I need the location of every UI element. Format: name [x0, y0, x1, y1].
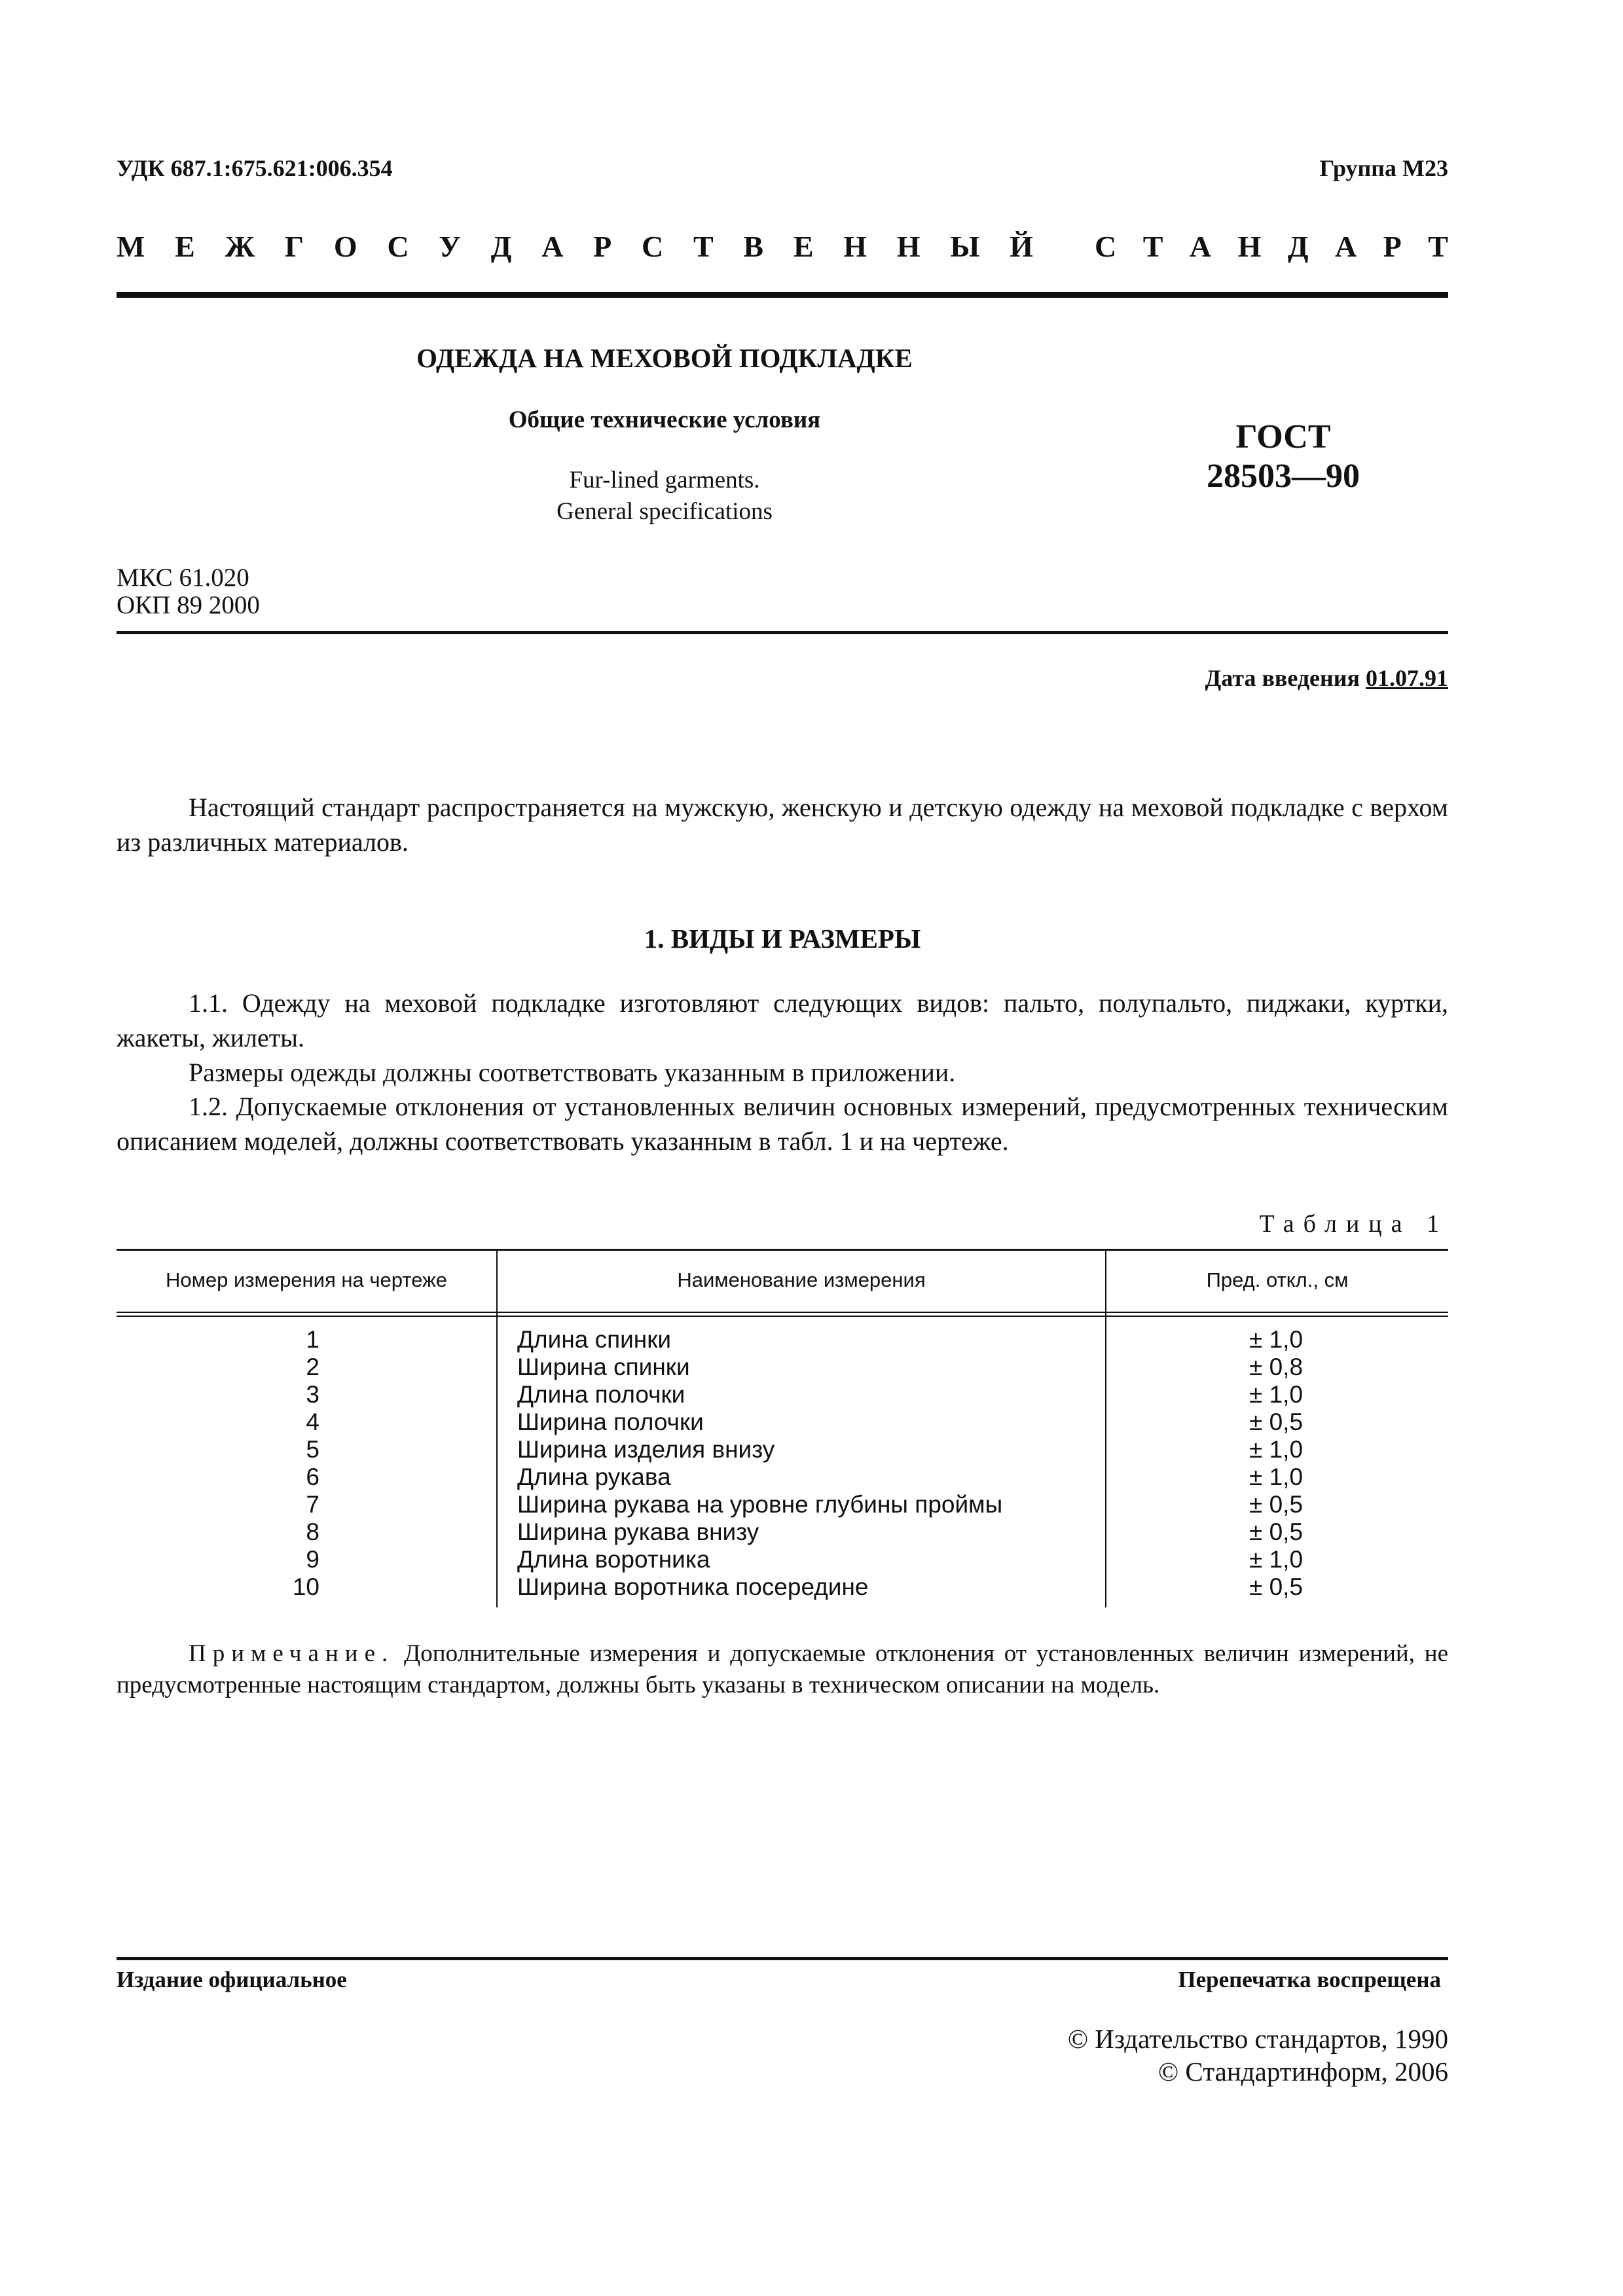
codes-rule: [117, 631, 1448, 634]
okp-code: ОКП 89 2000: [117, 591, 260, 619]
row-deviation: ± 0,5: [1249, 1573, 1304, 1600]
row-measurement-number: 2: [306, 1354, 319, 1380]
row-measurement-number: 8: [306, 1518, 319, 1545]
row-measurement-number: 10: [292, 1573, 319, 1600]
paragraph-1-1b: Размеры одежды должны соответствовать указанным в приложении.: [189, 1058, 956, 1087]
row-measurement-number: 1: [306, 1326, 319, 1353]
row-measurement-number: 6: [306, 1463, 319, 1490]
table-row: [117, 1546, 1448, 1573]
document-subtitle: Общие технические условия: [508, 406, 821, 433]
table-row: [117, 1354, 1448, 1381]
row-measurement-name: Длина спинки: [517, 1326, 672, 1353]
document-title: ОДЕЖДА НА МЕХОВОЙ ПОДКЛАДКЕ: [416, 343, 913, 373]
paragraph-1-1: 1.1. Одежду на меховой подкладке изготовляют следующих видов: пальто, полупальто, пиджаки, куртки, жакеты, жилеты.: [117, 988, 1448, 1052]
row-measurement-name: Ширина рукава внизу: [517, 1518, 759, 1545]
table-caption: Таблица 1: [1259, 1210, 1448, 1238]
introduction-date-value: 01.07.91: [1366, 665, 1448, 691]
copyright-block: [1068, 2022, 1448, 2088]
table-note: [117, 1638, 1448, 1701]
row-deviation: ± 1,0: [1249, 1463, 1304, 1490]
standard-type-heading: М Е Ж Г О С У Д А Р С Т В Е Н Н Ы Й С Т А Н Д А Р Т: [117, 230, 1448, 263]
mks-code: МКС 61.020: [117, 564, 249, 592]
section-1-heading: 1. ВИДЫ И РАЗМЕРЫ: [644, 924, 921, 954]
english-title-line1: Fur-lined garments.: [569, 467, 760, 493]
row-measurement-name: Ширина воротника посередине: [517, 1573, 869, 1600]
paragraph-1-2: 1.2. Допускаемые отклонения от установленных величин основных измерений, предусмотренных техническим описанием моделей, должны соответствовать указанным в табл. 1 и на чертеже.: [117, 1092, 1448, 1156]
header-rule: [117, 292, 1448, 298]
reprint-prohibited: Перепечатка воспрещена: [1178, 1967, 1441, 1992]
introduction-date: [1205, 664, 1449, 692]
table-header-row: [117, 1249, 1448, 1312]
table-row: [117, 1326, 1448, 1354]
row-measurement-number: 5: [306, 1436, 319, 1463]
table-row: [117, 1491, 1448, 1518]
row-measurement-number: 4: [306, 1408, 319, 1435]
header-deviation: Пред. откл., см: [1206, 1268, 1349, 1291]
row-measurement-name: Ширина спинки: [517, 1354, 690, 1380]
table-row: [117, 1381, 1448, 1408]
header-measurement-name: Наименование измерения: [677, 1268, 926, 1291]
row-deviation: ± 0,5: [1249, 1491, 1304, 1518]
row-deviation: ± 1,0: [1249, 1381, 1304, 1408]
row-deviation: ± 0,5: [1249, 1518, 1304, 1545]
copyright-line-2: © Стандартинформ, 2006: [1158, 2056, 1448, 2087]
table-row: [117, 1436, 1448, 1463]
row-deviation: ± 1,0: [1249, 1326, 1304, 1353]
row-measurement-name: Ширина изделия внизу: [517, 1436, 775, 1463]
gost-number: 28503—90: [1207, 457, 1360, 495]
table-row: [117, 1573, 1448, 1601]
table-row: [117, 1408, 1448, 1436]
table-header-rule-2: [117, 1316, 1448, 1317]
copyright-line-1: © Издательство стандартов, 1990: [1067, 2024, 1448, 2054]
table-row: [117, 1518, 1448, 1546]
note-label: Примечание.: [189, 1640, 395, 1667]
table-row: [117, 1463, 1448, 1491]
row-deviation: ± 1,0: [1249, 1436, 1304, 1463]
scope-paragraph: Настоящий стандарт распространяется на мужскую, женскую и детскую одежду на меховой подкладке с верхом из различных материалов.: [117, 793, 1448, 857]
table-header-rule-1: [117, 1312, 1448, 1313]
header-measurement-number: Номер измерения на чертеже: [165, 1268, 448, 1291]
english-title-line2: General specifications: [556, 498, 773, 525]
gost-designation: [1113, 418, 1453, 496]
row-measurement-number: 7: [306, 1491, 319, 1518]
row-measurement-number: 3: [306, 1381, 319, 1408]
row-measurement-name: Длина полочки: [517, 1381, 685, 1408]
gost-label: ГОСТ: [1235, 418, 1331, 456]
note-text: Дополнительные измерения и допускаемые отклонения от установленных величин измерений, не предусмотренные настоящим стандартом, должны быть указаны в техническом описании на модель.: [117, 1640, 1448, 1698]
row-measurement-name: Ширина полочки: [517, 1408, 704, 1435]
row-deviation: ± 0,8: [1249, 1354, 1304, 1380]
official-edition: Издание официальное: [117, 1967, 347, 1992]
row-measurement-number: 9: [306, 1546, 319, 1573]
group-code: Группа М23: [1319, 155, 1448, 181]
introduction-date-label: Дата введения: [1205, 665, 1360, 691]
udk-code: УДК 687.1:675.621:006.354: [117, 155, 393, 181]
row-measurement-name: Длина воротника: [517, 1546, 710, 1573]
classification-codes: [117, 564, 260, 619]
row-deviation: ± 1,0: [1249, 1546, 1304, 1573]
row-measurement-name: Длина рукава: [517, 1463, 671, 1490]
footer-rule: [117, 1957, 1448, 1960]
row-measurement-name: Ширина рукава на уровне глубины проймы: [517, 1491, 1003, 1518]
english-title: [236, 465, 1093, 528]
row-deviation: ± 0,5: [1249, 1408, 1304, 1435]
